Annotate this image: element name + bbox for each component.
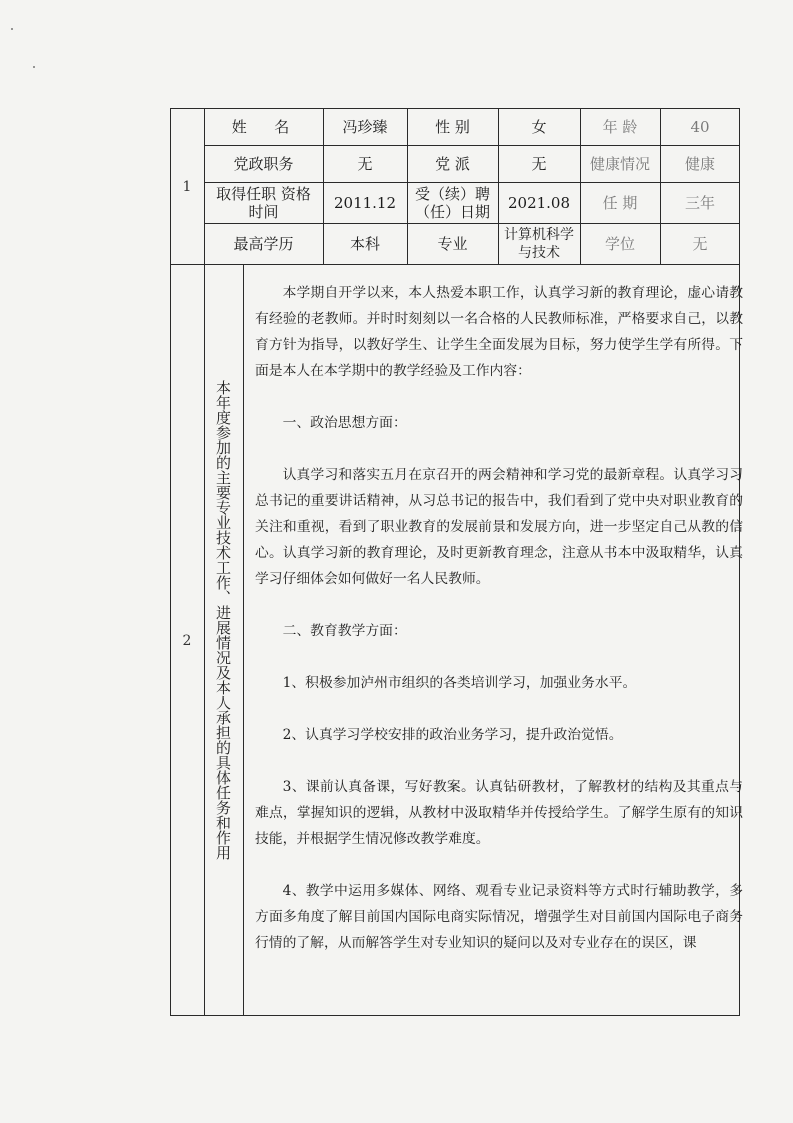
appointed-label: 受（续）聘（任）日期 — [414, 184, 490, 221]
name-label: 姓 名 — [231, 117, 296, 136]
row-number: 1 — [182, 178, 192, 195]
health-value: 健康 — [684, 154, 715, 173]
major-value: 计算机科学与技术 — [504, 227, 574, 261]
gender-value: 女 — [531, 117, 547, 136]
section-heading: 二、教育教学方面： — [282, 623, 407, 639]
term-label: 任 期 — [602, 193, 638, 212]
education-value: 本科 — [349, 235, 380, 253]
qualification-value: 2011.12 — [333, 193, 397, 212]
party-value: 无 — [531, 154, 547, 173]
list-item: 4、教学中运用多媒体、网络、观看专业记录资料等方式时行辅助教学，多方面多角度了解目前国内国际电商实际情况，增强学生对目前国内国际电子商务行情的了解，从而解答学生对专业知识的疑问以及对专业存在的误区，课 — [255, 883, 743, 951]
age-label: 年 龄 — [602, 117, 638, 136]
work-section-label: 本年度参加的主要专业技术工作、进展情况及本人承担的具体任务和作用 — [214, 380, 232, 860]
age-value: 40 — [690, 117, 710, 136]
health-label: 健康情况 — [589, 154, 650, 173]
education-label: 最高学历 — [233, 235, 294, 253]
paragraph: 本学期自开学以来，本人热爱本职工作，认真学习新的教育理论，虚心请教有经验的老教师。并时时刻刻以一名合格的人民教师标准，严格要求自己，以教育方针为指导，以教好学生、让学生全面发展为目标，努力使学生学有所得。下面是本人在本学期中的教学经验及工作内容： — [255, 285, 743, 379]
appointed-value: 2021.08 — [507, 193, 571, 212]
row-number: 2 — [182, 632, 192, 649]
list-item: 2、认真学习学校安排的政治业务学习，提升政治觉悟。 — [282, 727, 623, 743]
party-post-label: 党政职务 — [233, 154, 294, 173]
term-value: 三年 — [684, 193, 715, 212]
major-label: 专业 — [437, 235, 468, 253]
work-report-text — [255, 280, 743, 982]
gender-label: 性 别 — [435, 117, 470, 136]
paragraph: 认真学习和落实五月在京召开的两会精神和学习党的最新章程。认真学习习总书记的重要讲话精神，从习总书记的报告中，我们看到了党中央对职业教育的关注和重视，看到了职业教育的发展前景和发展方向，进一步坚定自己从教的信心。认真学习新的教育理论，及时更新教育理念，注意从书本中汲取精华，认真学习仔细体会如何做好一名人民教师。 — [255, 467, 743, 587]
party-label: 党 派 — [435, 154, 470, 173]
scan-speck — [33, 66, 35, 68]
scan-speck — [11, 28, 13, 30]
list-item: 1、积极参加泸州市组织的各类培训学习，加强业务水平。 — [282, 675, 637, 691]
qualification-label: 取得任职 资格时间 — [216, 184, 311, 221]
degree-label: 学位 — [604, 235, 635, 253]
section-heading: 一、政治思想方面： — [282, 415, 407, 431]
table-divider — [243, 265, 244, 1016]
degree-value: 无 — [692, 235, 708, 253]
party-post-value: 无 — [357, 154, 373, 173]
list-item: 3、课前认真备课，写好教案。认真钻研教材，了解教材的结构及其重点与难点，掌握知识的逻辑，从教材中汲取精华并传授给学生。了解学生原有的知识技能，并根据学生情况修改教学难度。 — [255, 779, 743, 847]
name-value: 冯珍臻 — [342, 117, 388, 136]
